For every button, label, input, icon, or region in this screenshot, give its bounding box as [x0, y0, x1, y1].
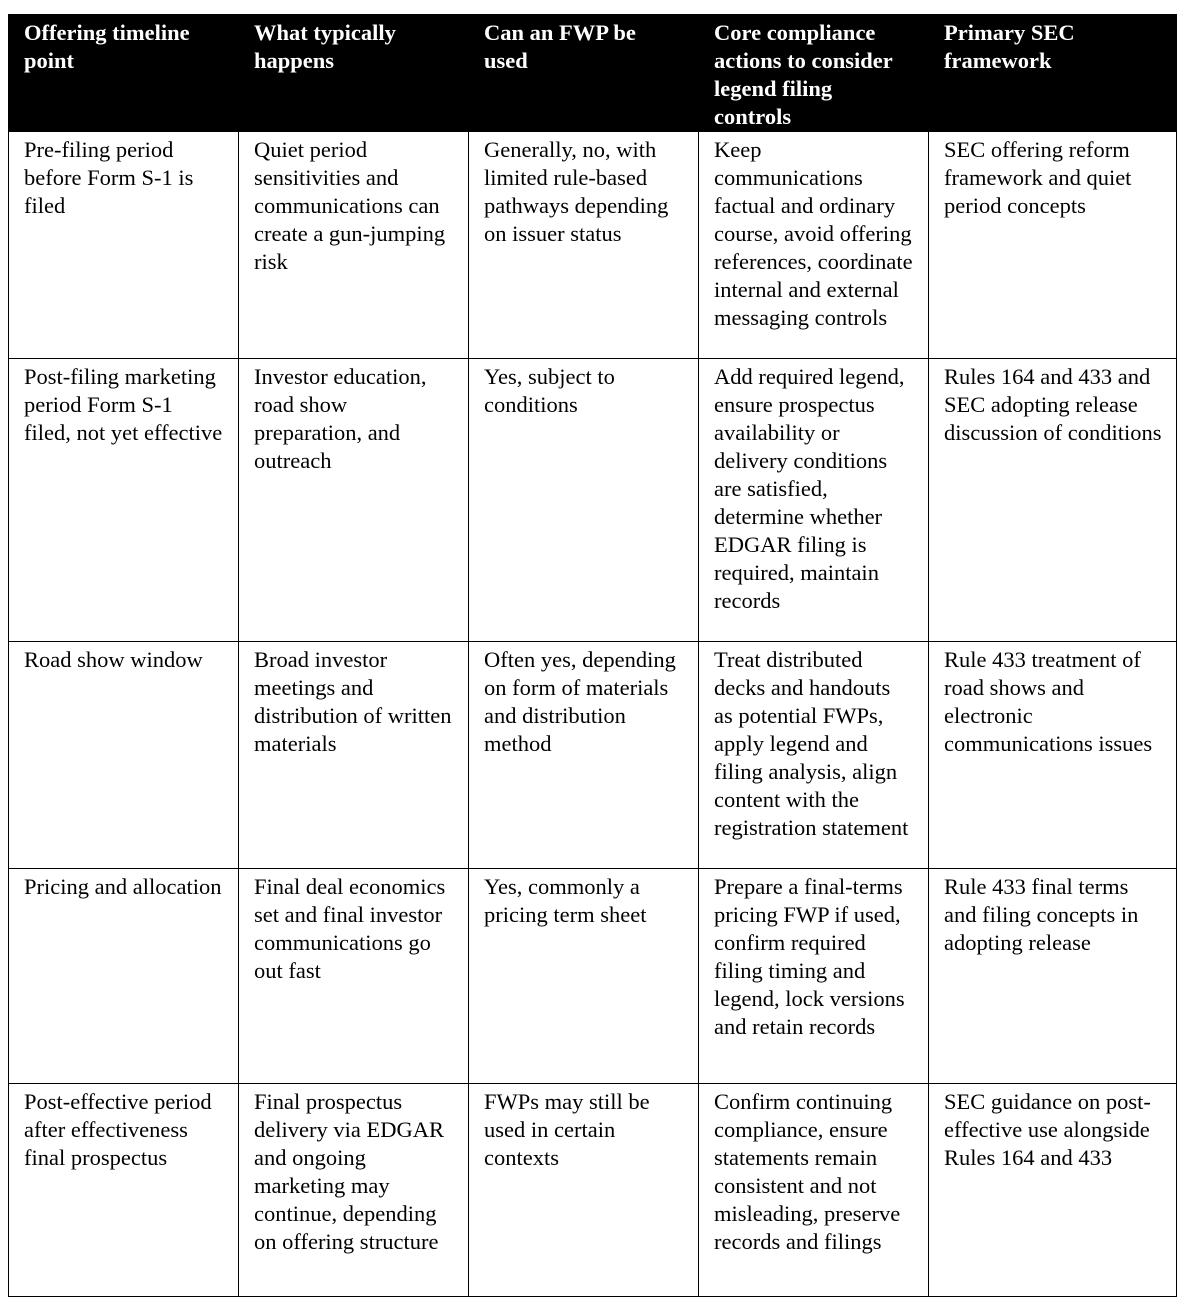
cell-timeline-point: Pricing and allocation [9, 869, 239, 1084]
cell-timeline-point: Post-filing marketing period Form S-1 filed, not yet effective [9, 359, 239, 642]
cell-sec-framework: Rule 433 treatment of road shows and electronic communications issues [929, 642, 1177, 869]
header-offering-timeline-point: Offering timeline point [9, 15, 239, 132]
table-body [9, 132, 1177, 1297]
cell-sec-framework: Rule 433 final terms and filing concepts in adopting release [929, 869, 1177, 1084]
cell-timeline-point: Post-effective period after effectiveness final prospectus [9, 1084, 239, 1297]
cell-sec-framework: SEC guidance on post-effective use alongside Rules 164 and 433 [929, 1084, 1177, 1297]
cell-compliance-actions: Confirm continuing compliance, ensure statements remain consistent and not misleading, preserve records and filings [699, 1084, 929, 1297]
cell-compliance-actions: Prepare a final-terms pricing FWP if used, confirm required filing timing and legend, lock versions and retain records [699, 869, 929, 1084]
cell-sec-framework: Rules 164 and 433 and SEC adopting release discussion of conditions [929, 359, 1177, 642]
table-row [9, 359, 1177, 642]
cell-timeline-point: Road show window [9, 642, 239, 869]
cell-what-happens: Broad investor meetings and distribution of written materials [239, 642, 469, 869]
cell-fwp-usage: Yes, commonly a pricing term sheet [469, 869, 699, 1084]
cell-fwp-usage: FWPs may still be used in certain contexts [469, 1084, 699, 1297]
table-row [9, 1084, 1177, 1297]
cell-timeline-point: Pre-filing period before Form S-1 is filed [9, 132, 239, 359]
header-primary-sec-framework: Primary SEC framework [929, 15, 1177, 132]
offering-timeline-table-container [8, 14, 1176, 1297]
table-row [9, 642, 1177, 869]
header-can-fwp-be-used: Can an FWP be used [469, 15, 699, 132]
table-row [9, 132, 1177, 359]
cell-compliance-actions: Add required legend, ensure prospectus availability or delivery conditions are satisfied, determine whether EDGAR filing is required, maintain records [699, 359, 929, 642]
cell-what-happens: Quiet period sensitivities and communications can create a gun-jumping risk [239, 132, 469, 359]
cell-fwp-usage: Generally, no, with limited rule-based pathways depending on issuer status [469, 132, 699, 359]
cell-fwp-usage: Yes, subject to conditions [469, 359, 699, 642]
offering-timeline-table [8, 14, 1177, 1297]
cell-what-happens: Investor education, road show preparation, and outreach [239, 359, 469, 642]
header-what-typically-happens: What typically happens [239, 15, 469, 132]
cell-what-happens: Final deal economics set and final investor communications go out fast [239, 869, 469, 1084]
table-row [9, 869, 1177, 1084]
header-core-compliance-actions: Core compliance actions to consider legend filing controls [699, 15, 929, 132]
header-row [9, 15, 1177, 132]
table-header [9, 15, 1177, 132]
cell-what-happens: Final prospectus delivery via EDGAR and ongoing marketing may continue, depending on offering structure [239, 1084, 469, 1297]
cell-sec-framework: SEC offering reform framework and quiet period concepts [929, 132, 1177, 359]
cell-compliance-actions: Treat distributed decks and handouts as potential FWPs, apply legend and filing analysis, align content with the registration statement [699, 642, 929, 869]
cell-fwp-usage: Often yes, depending on form of materials and distribution method [469, 642, 699, 869]
cell-compliance-actions: Keep communications factual and ordinary course, avoid offering references, coordinate internal and external messaging controls [699, 132, 929, 359]
